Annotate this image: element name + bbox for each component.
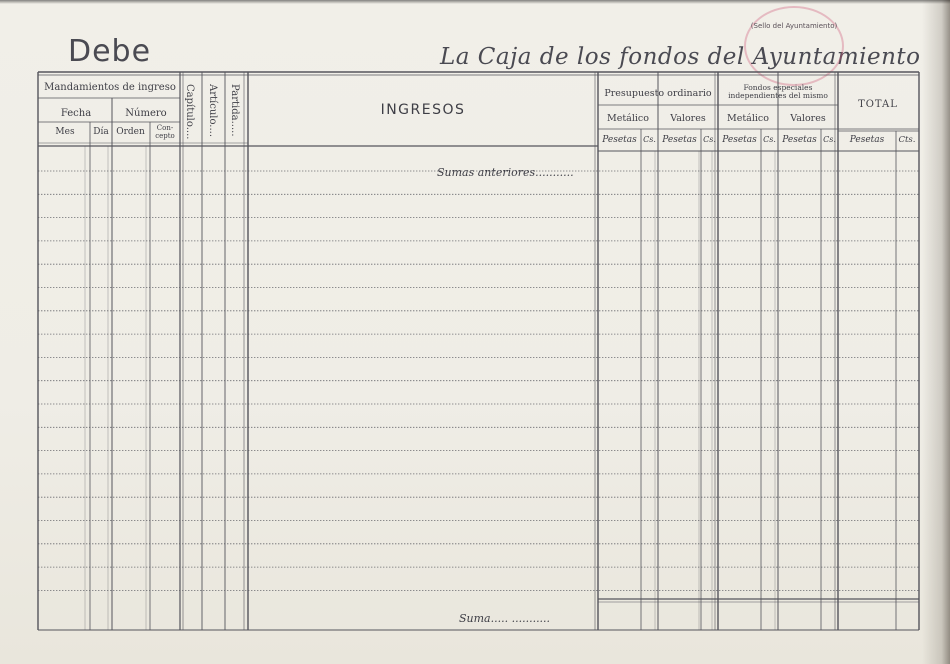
- total-pesetas: Pesetas: [849, 135, 885, 145]
- fe-metalico-pesetas: Pesetas: [722, 135, 757, 145]
- debe-title: Debe: [68, 34, 152, 69]
- mandamientos-header: Mandamientos de ingreso: [44, 82, 176, 93]
- total-header: TOTAL: [858, 99, 898, 110]
- sumas-anteriores-label: Sumas anteriores...........: [437, 166, 574, 179]
- fe-metalico-header: Metálico: [727, 113, 769, 124]
- presupuesto-ordinario-header: Presupuesto ordinario: [604, 88, 712, 99]
- numero-header: Número: [125, 108, 167, 119]
- fe-metalico-cs: Cs.: [763, 135, 776, 144]
- caja-title: La Caja de los fondos del Ayuntamiento: [440, 44, 921, 70]
- stamp-label: (Sello del Ayuntamiento): [750, 22, 838, 30]
- total-cts: Cts.: [898, 135, 916, 145]
- fondos-especiales-header: Fondos especiales independientes del mismo: [728, 83, 828, 100]
- po-metalico-header: Metálico: [607, 113, 649, 124]
- po-metalico-cs: Cs.: [643, 135, 656, 144]
- concepto-header: Con-cepto: [155, 124, 175, 140]
- po-valores-header: Valores: [670, 113, 706, 124]
- fecha-header: Fecha: [60, 108, 92, 119]
- ingresos-header: INGRESOS: [380, 102, 466, 118]
- po-metalico-pesetas: Pesetas: [602, 135, 637, 145]
- dia-header: Día: [93, 127, 109, 137]
- fe-valores-pesetas: Pesetas: [782, 135, 817, 145]
- po-valores-cs: Cs.: [703, 135, 716, 144]
- suma-label: Suma..... ...........: [459, 612, 551, 625]
- partida-header: Partida.....: [229, 84, 240, 137]
- capitulo-header: Capítulo....: [184, 84, 195, 140]
- fe-valores-header: Valores: [790, 113, 826, 124]
- po-valores-pesetas: Pesetas: [662, 135, 697, 145]
- orden-header: Orden: [116, 127, 145, 137]
- fe-valores-cs: Cs.: [823, 135, 836, 144]
- articulo-header: Artículo....: [207, 84, 218, 138]
- mes-header: Mes: [55, 127, 75, 137]
